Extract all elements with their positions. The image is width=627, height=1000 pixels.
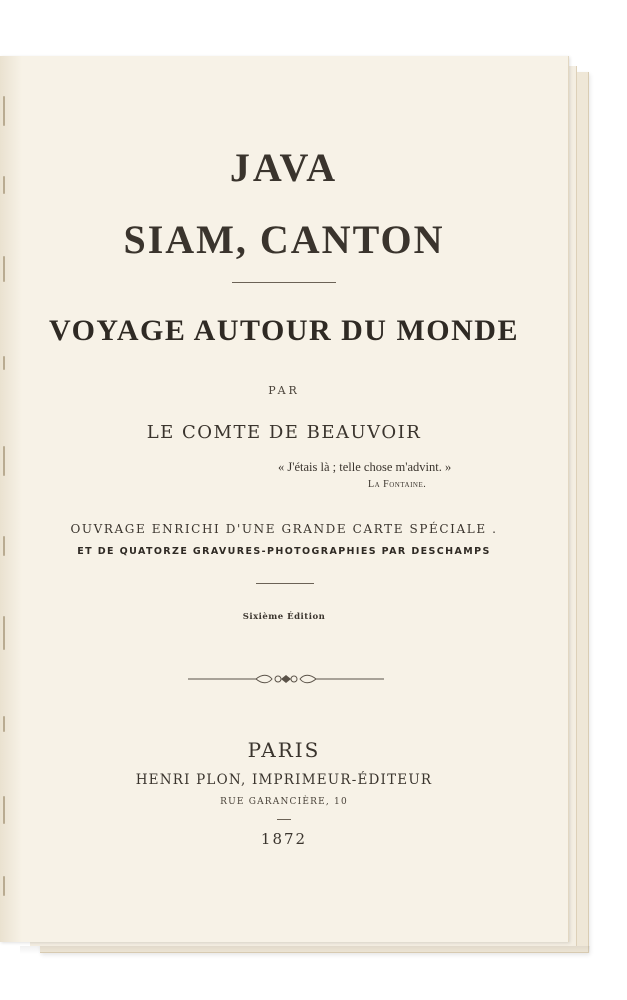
title-line-1: JAVA	[229, 145, 339, 190]
by-label: PAR	[268, 384, 300, 397]
decorative-rule-ornament-icon	[186, 672, 386, 686]
title-page	[0, 56, 569, 942]
title-line-2: SIAM, CANTON	[123, 217, 445, 262]
epigraph: « J'étais là ; telle chose m'advint. »	[278, 460, 452, 474]
publication-year: 1872	[260, 830, 308, 848]
author-name: LE COMTE DE BEAUVOIR	[146, 422, 422, 443]
city: PARIS	[247, 738, 321, 762]
enrichment-line-1: OUVRAGE ENRICHI D'UNE GRANDE CARTE SPÉCIALE .	[70, 522, 498, 536]
enrichment-line-2: ET DE QUATORZE GRAVURES-PHOTOGRAPHIES PAR DESCHAMPS	[77, 546, 491, 557]
subtitle: VOYAGE AUTOUR DU MONDE	[49, 314, 519, 347]
epigraph-attribution: La Fontaine.	[368, 479, 427, 490]
title-divider	[232, 282, 336, 283]
publisher-address: RUE GARANCIÈRE, 10	[220, 797, 348, 807]
edition-label: Sixième Édition	[242, 612, 326, 622]
book-shadow	[20, 946, 590, 954]
edition-divider	[256, 583, 314, 584]
year-divider	[277, 819, 291, 820]
publisher: HENRI PLON, IMPRIMEUR-ÉDITEUR	[135, 772, 433, 788]
